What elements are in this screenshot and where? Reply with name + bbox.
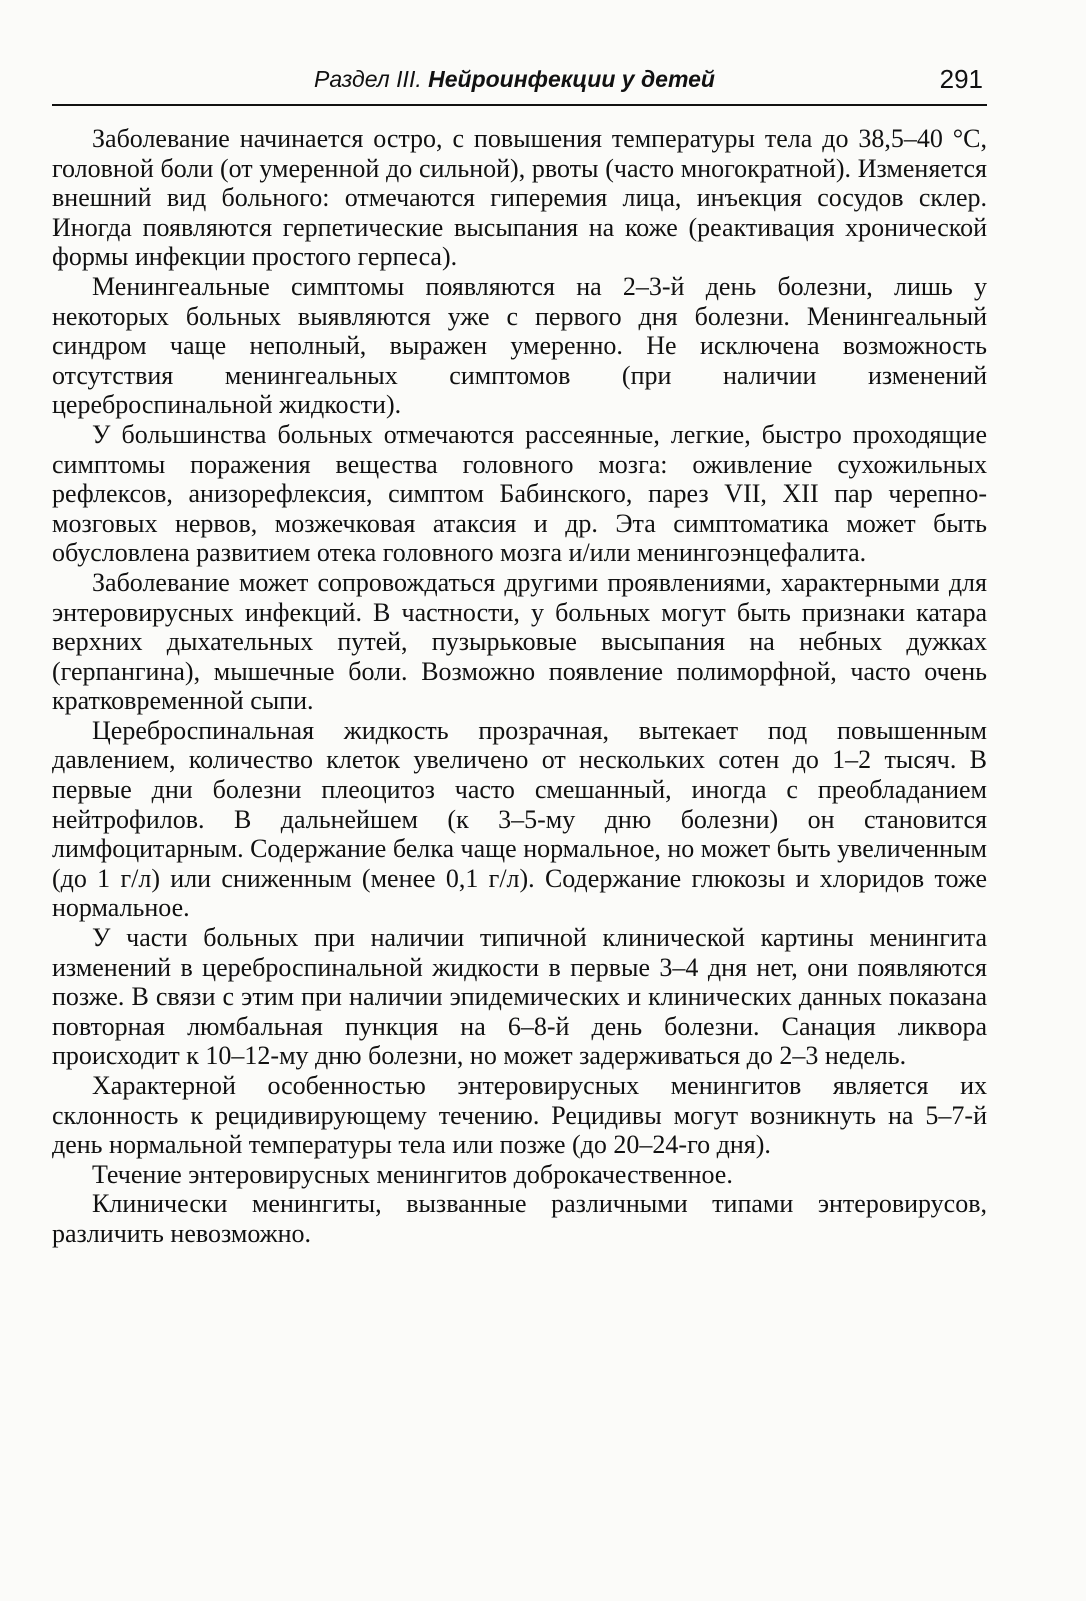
paragraph: У части больных при наличии типичной клинической картины менингита изменений в цереброспинальной жидкости в первые 3–4 дня нет, они появляются позже. В связи с этим при наличии эпидемических и клинических данных показана повторная люмбальная пункция на 6–8-й день болезни. Санация ликвора происходит к 10–12-му дню болезни, но может задерживаться до 2–3 недель. <box>52 923 987 1071</box>
paragraph: Заболевание может сопровождаться другими проявлениями, характерными для энтеровирусных инфекций. В частности, у больных могут быть признаки катара верхних дыхательных путей, пузырьковые высыпания на небных дужках (герпангина), мышечные боли. Возможно появление полиморфной, часто очень кратковременной сыпи. <box>52 567 987 716</box>
body-text <box>52 124 987 1249</box>
paragraph: Менингеальные симптомы появляются на 2–3-й день болезни, лишь у некоторых больных выявляются уже с первого дня болезни. Менингеальный синдром чаще неполный, выражен умеренно. Не исключена возможность отсутствия менингеальных симптомов (при наличии изменений цереброспинальной жидкости). <box>52 271 987 420</box>
section-label: Раздел III. <box>314 66 429 92</box>
running-header <box>52 64 987 106</box>
section-title <box>314 66 715 93</box>
paragraph: Цереброспинальная жидкость прозрачная, вытекает под повышенным давлением, количество клеток увеличено от нескольких сотен до 1–2 тысяч. В первые дни болезни плеоцитоз часто смешанный, иногда с преобладанием нейтрофилов. В дальнейшем (к 3–5-му дню болезни) он становится лимфоцитарным. Содержание белка чаще нормальное, но может быть увеличенным (до 1 г/л) или сниженным (менее 0,1 г/л). Содержание глюкозы и хлоридов тоже нормальное. <box>52 715 987 923</box>
paragraph: У большинства больных отмечаются рассеянные, легкие, быстро проходящие симптомы поражения вещества головного мозга: оживление сухожильных рефлексов, анизорефлексия, симптом Бабинского, парез VII, XII пар черепно-мозговых нервов, мозжечковая атаксия и др. Эта симптоматика может быть обусловлена развитием отека головного мозга и/или менингоэнцефалита. <box>52 419 987 568</box>
page-number: 291 <box>939 64 983 94</box>
section-name: Нейроинфекции у детей <box>428 66 715 92</box>
paragraph: Характерной особенностью энтеровирусных менингитов является их склонность к рецидивирующему течению. Рецидивы могут возникнуть на 5–7-й день нормальной температуры тела или позже (до 20–24-го дня). <box>52 1071 987 1160</box>
paragraph: Заболевание начинается остро, с повышения температуры тела до 38,5–40 °С, головной боли (от умеренной до сильной), рвоты (часто многократной). Изменяется внешний вид больного: отмечаются гиперемия лица, инъекция сосудов склер. Иногда появляются герпетические высыпания на коже (реактивация хронической формы инфекции простого герпеса). <box>52 124 987 272</box>
paragraph: Клинически менингиты, вызванные различными типами энтеровирусов, различить невозможно. <box>52 1189 987 1248</box>
book-page <box>52 0 987 1601</box>
paragraph: Течение энтеровирусных менингитов доброкачественное. <box>92 1159 733 1189</box>
